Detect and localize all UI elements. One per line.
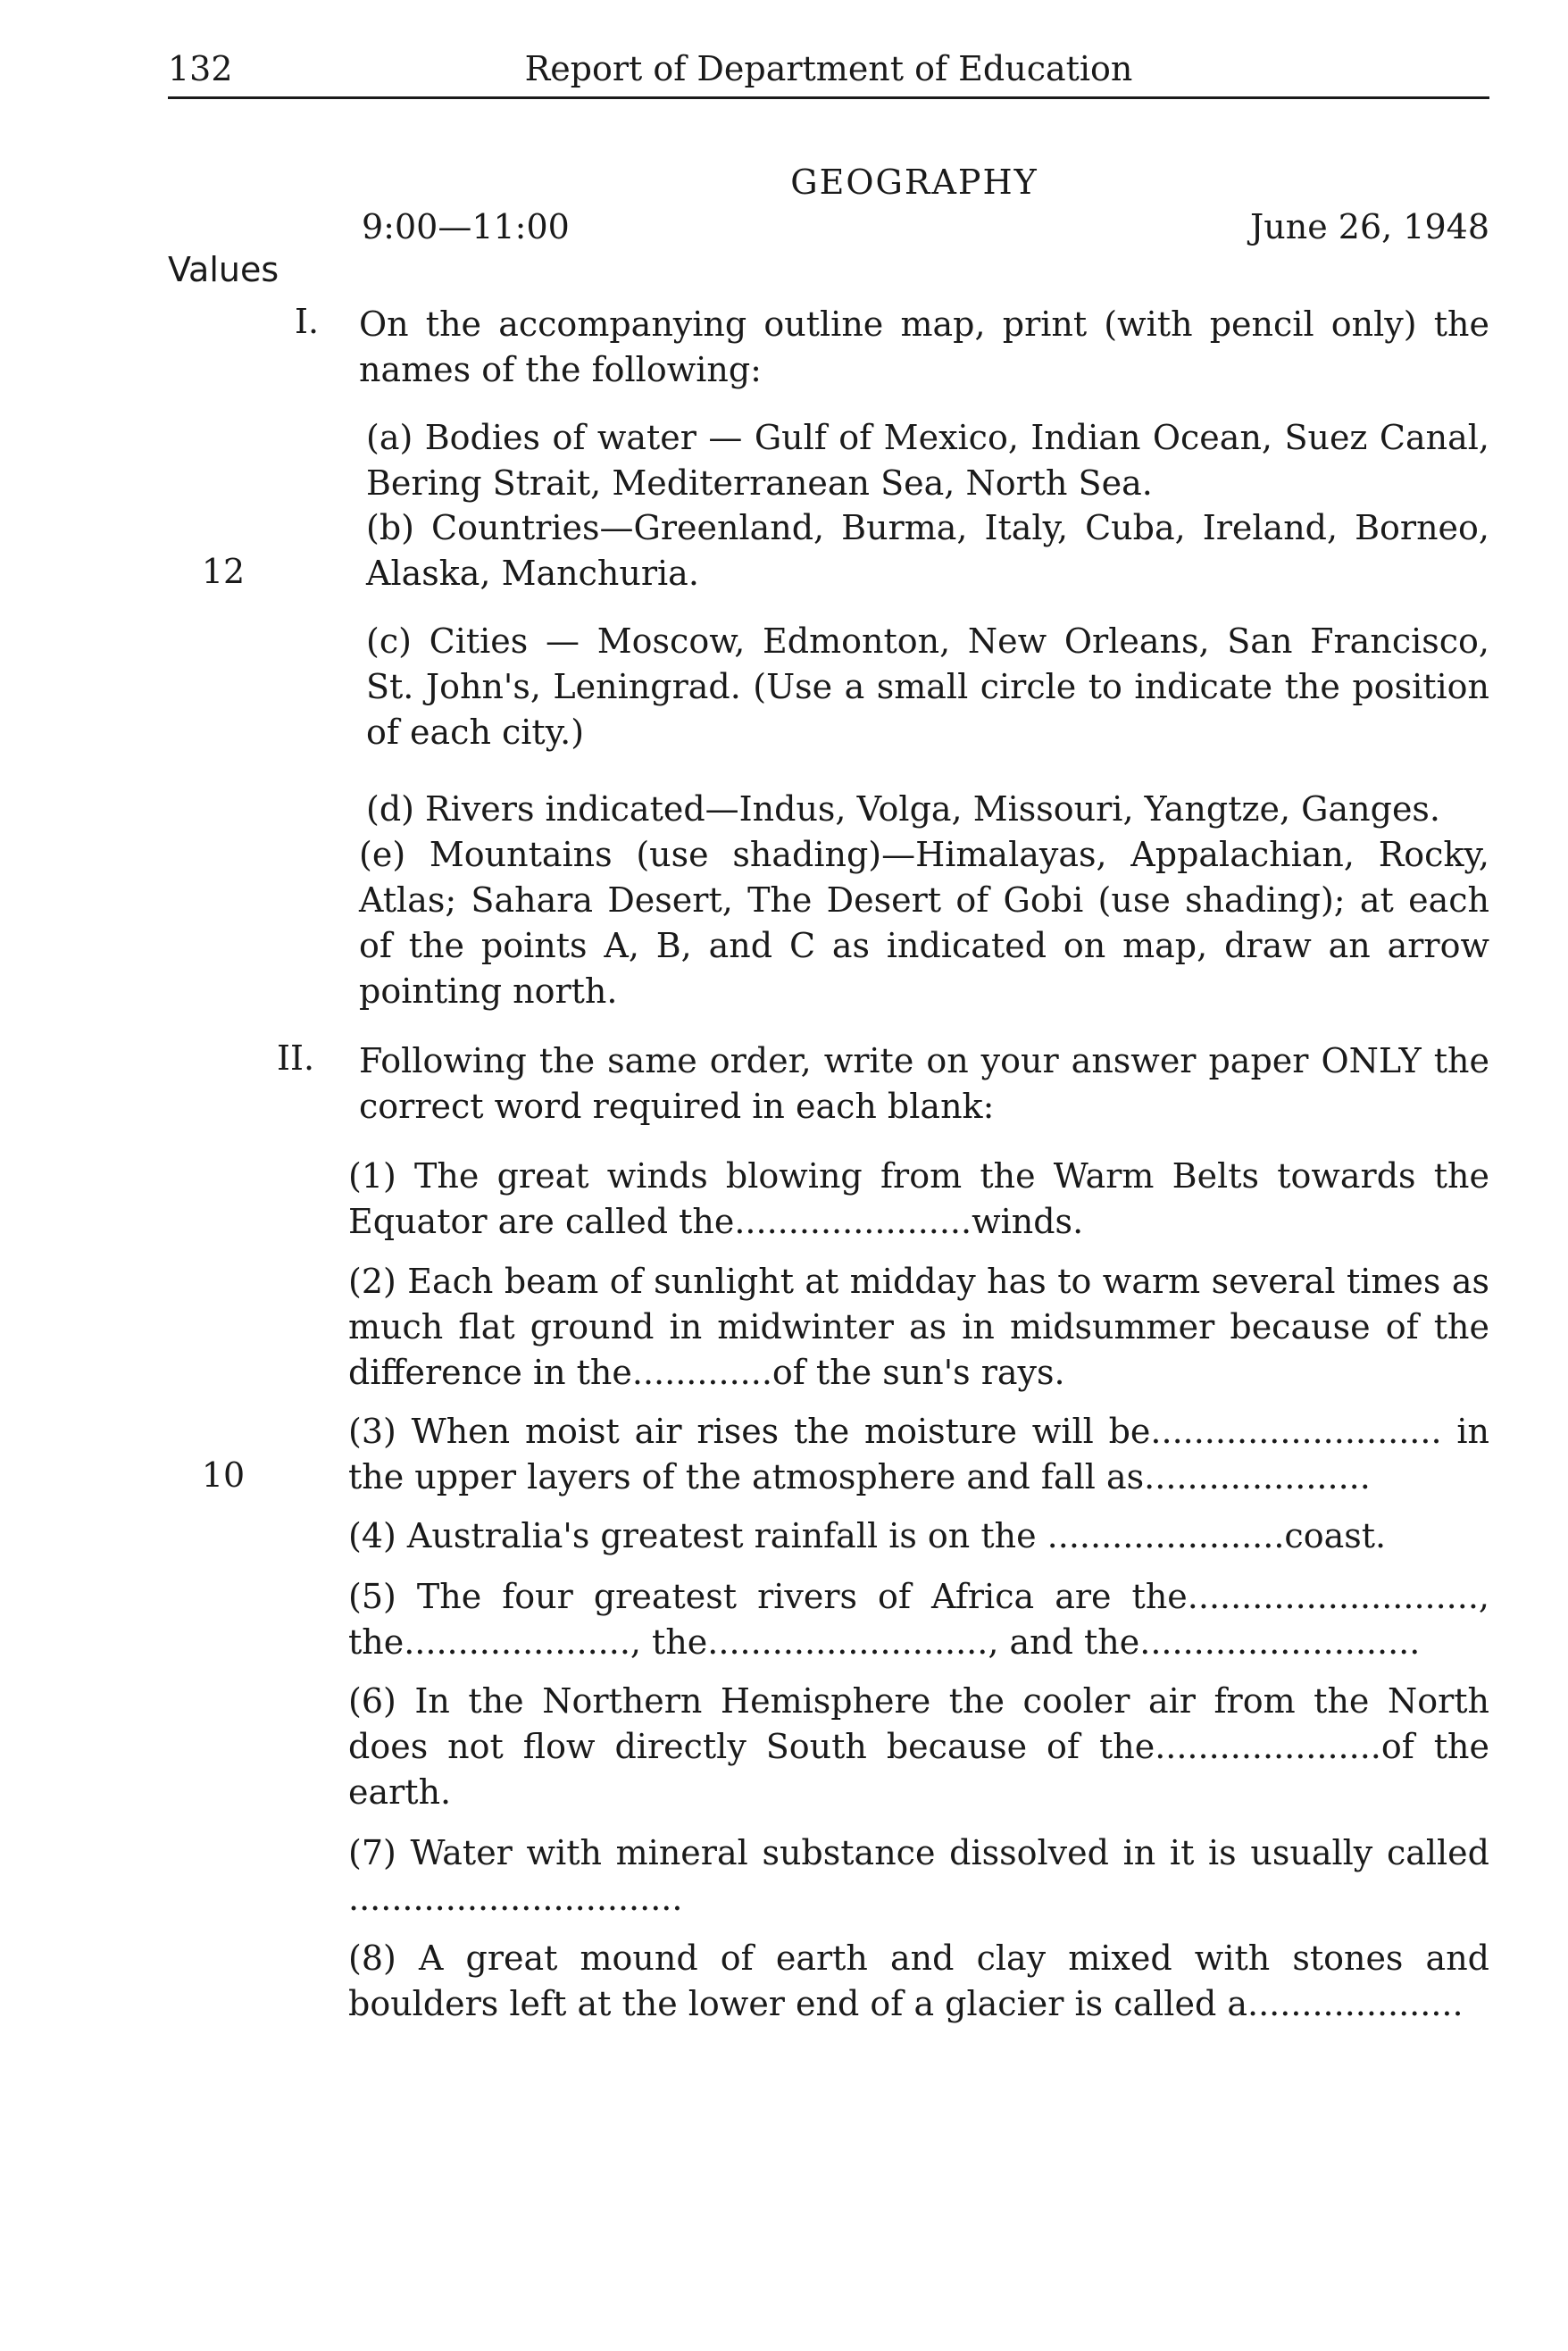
- exam-time: 9:00—11:00: [362, 207, 570, 246]
- part-e: (e) Mountains (use shading)—Himalayas, Appalachian, Rocky, Atlas; Sahara Desert, The Desert of Gobi (use shading); at each of the points A, B, and C as indicated on map, draw an arrow pointing north.: [359, 835, 1489, 1011]
- part-d: (d) Rivers indicated—Indus, Volga, Missouri, Yangtze, Ganges.: [366, 789, 1441, 829]
- question-7: (7) Water with mineral substance dissolved in it is usually called ...............................: [348, 1833, 1489, 1918]
- question-5: (5) The four greatest rivers of Africa are the..........................., the....................., the.........................., and the..........................: [348, 1577, 1489, 1662]
- section-one-instruction: On the accompanying outline map, print (with pencil only) the names of the following:: [359, 304, 1489, 389]
- header-rule: [168, 96, 1489, 99]
- section-one-value: 12: [201, 552, 246, 591]
- section-one-number: I.: [295, 302, 320, 341]
- values-column-label: Values: [168, 250, 279, 289]
- section-two-instruction: Following the same order, write on your answer paper ONLY the correct word required in each blank:: [359, 1041, 1489, 1126]
- question-2: (2) Each beam of sunlight at midday has to warm several times as much flat ground in midwinter as in midsummer because of the difference in the.............of the sun's rays.: [348, 1262, 1489, 1392]
- part-b: (b) Countries—Greenland, Burma, Italy, Cuba, Ireland, Borneo, Alaska, Manchuria.: [366, 508, 1489, 593]
- running-title: Report of Department of Education: [524, 49, 1133, 88]
- section-two-number: II.: [277, 1038, 315, 1078]
- question-8: (8) A great mound of earth and clay mixed with stones and boulders left at the lower end of a glacier is called a....................: [348, 1938, 1489, 2023]
- page-number: 132: [168, 49, 233, 88]
- page-header: [168, 43, 1489, 95]
- exam-subject: GEOGRAPHY: [790, 163, 1038, 202]
- section-two-value: 10: [201, 1455, 246, 1495]
- question-3: (3) When moist air rises the moisture will be........................... in the upper layers of the atmosphere and fall as.....................: [348, 1412, 1489, 1496]
- question-4: (4) Australia's greatest rainfall is on the ......................coast.: [348, 1516, 1387, 1555]
- question-6: (6) In the Northern Hemisphere the cooler air from the North does not flow directly South because of the.....................of the earth.: [348, 1681, 1489, 1812]
- part-c: (c) Cities — Moscow, Edmonton, New Orleans, San Francisco, St. John's, Leningrad. (Use a small circle to indicate the position of each city.): [366, 621, 1489, 752]
- exam-date: June 26, 1948: [1250, 207, 1489, 246]
- question-1: (1) The great winds blowing from the Warm Belts towards the Equator are called the......................winds.: [348, 1156, 1489, 1241]
- part-a: (a) Bodies of water — Gulf of Mexico, Indian Ocean, Suez Canal, Bering Strait, Mediterranean Sea, North Sea.: [366, 418, 1489, 503]
